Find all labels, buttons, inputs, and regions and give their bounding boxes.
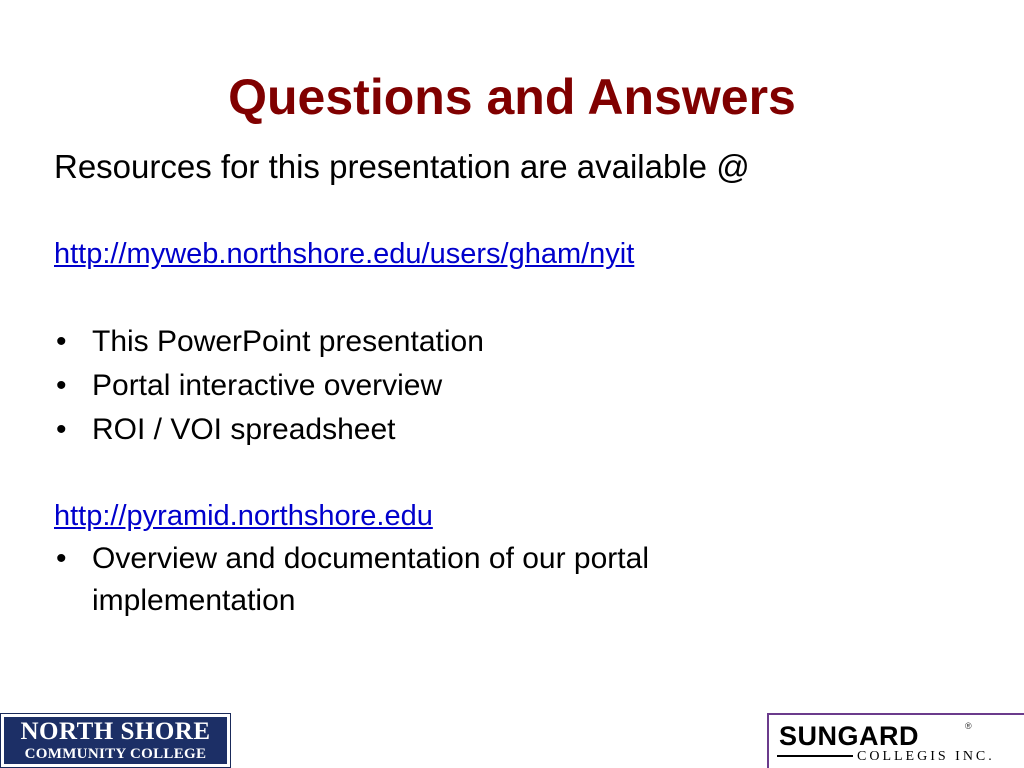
bullet-icon: • — [56, 325, 67, 358]
bullet-icon: • — [56, 542, 67, 575]
list-item-label: This PowerPoint presentation — [92, 325, 484, 358]
list-item-label: Overview and documentation of our portal implementation — [92, 542, 649, 617]
list-item — [54, 538, 814, 622]
sungard-logo-rule — [777, 755, 853, 757]
registered-mark: ® — [965, 721, 972, 731]
list-item — [54, 408, 484, 452]
sungard-logo-subtitle: COLLEGIS INC. — [857, 749, 995, 764]
north-shore-logo-plate — [4, 717, 227, 764]
list-item — [54, 364, 484, 408]
resources-bullet-list — [54, 320, 484, 452]
bullet-icon: • — [56, 413, 67, 446]
list-item — [54, 320, 484, 364]
bullet-icon: • — [56, 369, 67, 402]
pyramid-link[interactable]: http://pyramid.northshore.edu — [54, 500, 433, 532]
slide-title: Questions and Answers — [228, 69, 796, 125]
pyramid-bullet-list — [54, 538, 814, 622]
intro-text: Resources for this presentation are available @ — [54, 148, 750, 185]
resources-link[interactable]: http://myweb.northshore.edu/users/gham/nyit — [54, 238, 635, 270]
sungard-logo-wordmark: SUNGARD — [779, 721, 920, 751]
list-item-label: ROI / VOI spreadsheet — [92, 413, 396, 446]
north-shore-logo — [0, 713, 231, 768]
north-shore-logo-line1: NORTH SHORE — [20, 718, 211, 745]
north-shore-logo-line2: COMMUNITY COLLEGE — [24, 746, 207, 762]
list-item-label: Portal interactive overview — [92, 369, 443, 402]
sungard-logo — [767, 713, 1024, 768]
